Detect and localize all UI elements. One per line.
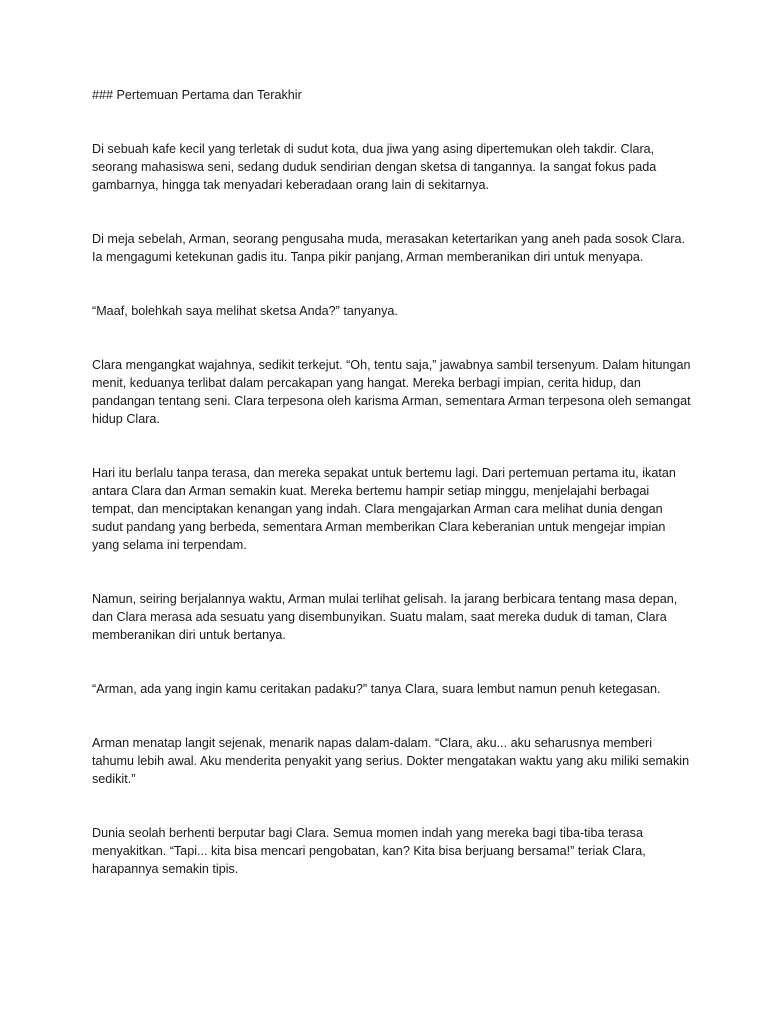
paragraph: Di meja sebelah, Arman, seorang pengusaha muda, merasakan ketertarikan yang aneh pada sosok Clara. Ia mengagumi ketekunan gadis itu. Tanpa pikir panjang, Arman memberanikan diri untuk menyapa.: [92, 232, 685, 264]
paragraph: “Arman, ada yang ingin kamu ceritakan padaku?” tanya Clara, suara lembut namun penuh ketegasan.: [92, 682, 661, 696]
document-body: [92, 86, 692, 914]
paragraph: “Maaf, bolehkah saya melihat sketsa Anda?” tanyanya.: [92, 304, 398, 318]
document-heading: ### Pertemuan Pertama dan Terakhir: [92, 88, 302, 102]
paragraph: Arman menatap langit sejenak, menarik napas dalam-dalam. “Clara, aku... aku seharusnya memberi tahumu lebih awal. Aku menderita penyakit yang serius. Dokter mengatakan waktu yang aku miliki semakin sedikit.”: [92, 736, 690, 786]
paragraph: Dunia seolah berhenti berputar bagi Clara. Semua momen indah yang mereka bagi tiba-tiba terasa menyakitkan. “Tapi... kita bisa mencari pengobatan, kan? Kita bisa berjuang bersama!” teriak Clara, harapannya semakin tipis.: [92, 826, 646, 876]
paragraph: Clara mengangkat wajahnya, sedikit terkejut. “Oh, tentu saja,” jawabnya sambil tersenyum. Dalam hitungan menit, keduanya terlibat dalam percakapan yang hangat. Mereka berbagi impian, cerita hidup, dan pandangan tentang seni. Clara terpesona oleh karisma Arman, sementara Arman terpesona oleh semangat hidup Clara.: [92, 358, 691, 426]
paragraph: Di sebuah kafe kecil yang terletak di sudut kota, dua jiwa yang asing dipertemukan oleh takdir. Clara, seorang mahasiswa seni, sedang duduk sendirian dengan sketsa di tangannya. Ia sangat fokus pada gambarnya, hingga tak menyadari keberadaan orang lain di sekitarnya.: [92, 142, 657, 192]
paragraph: Namun, seiring berjalannya waktu, Arman mulai terlihat gelisah. Ia jarang berbicara tentang masa depan, dan Clara merasa ada sesuatu yang disembunyikan. Suatu malam, saat mereka duduk di taman, Clara memberanikan diri untuk bertanya.: [92, 592, 678, 642]
paragraph: Hari itu berlalu tanpa terasa, dan mereka sepakat untuk bertemu lagi. Dari pertemuan pertama itu, ikatan antara Clara dan Arman semakin kuat. Mereka bertemu hampir setiap minggu, menjelajahi berbagai tempat, dan menciptakan kenangan yang indah. Clara mengajarkan Arman cara melihat dunia dengan sudut pandang yang berbeda, sementara Arman memberikan Clara keberanian untuk mengejar impian yang selama ini terpendam.: [92, 466, 676, 552]
